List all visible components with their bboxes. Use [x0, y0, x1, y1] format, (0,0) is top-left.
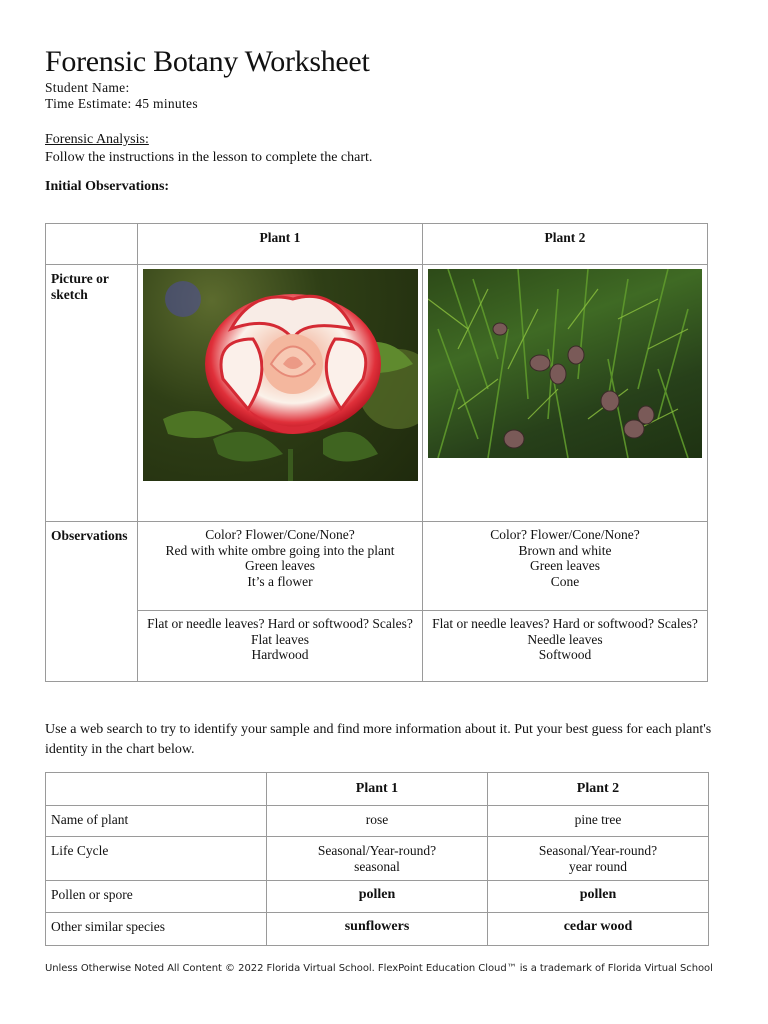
obs1-p1-line1: Red with white ombre going into the plant	[165, 542, 395, 558]
plant1-observation-leaves	[138, 611, 423, 682]
obs2-p2-line1: Needle leaves	[527, 631, 603, 647]
plant1-picture-cell	[138, 265, 423, 522]
obs2-question: Flat or needle leaves? Hard or softwood? Scales?	[147, 616, 413, 631]
instruction-text: Follow the instructions in the lesson to complete the chart.	[45, 150, 373, 165]
student-name-label: Student Name:	[45, 80, 130, 95]
web-search-instruction: Use a web search to try to identify your sample and find more information about it. Put your best guess for each plant's identity in the chart below.	[45, 722, 712, 757]
obs1-question: Color? Flower/Cone/None?	[205, 527, 355, 542]
initial-observations-table	[45, 223, 708, 682]
table1-corner	[46, 224, 138, 265]
plant2-observation-leaves	[423, 611, 708, 682]
table2-corner	[46, 773, 267, 806]
worksheet-header	[45, 44, 725, 196]
row-label-pollen: Pollen or spore	[46, 881, 267, 913]
table2-header-plant2: Plant 2	[488, 773, 709, 806]
obs1-question-2: Color? Flower/Cone/None?	[490, 527, 640, 542]
plant1-similar-species: sunflowers	[267, 913, 488, 946]
table2-header-plant1: Plant 1	[267, 773, 488, 806]
obs1-p2-line1: Brown and white	[518, 542, 612, 558]
row-label-similar-species: Other similar species	[46, 913, 267, 946]
obs1-p2-line2: Green leaves	[529, 558, 601, 573]
picture-label: Picture or sketch	[46, 265, 138, 522]
plant2-life-cycle	[488, 837, 709, 881]
plant2-pollen: pollen	[488, 881, 709, 913]
plant1-life-cycle-value: seasonal	[354, 858, 400, 874]
obs2-question-2: Flat or needle leaves? Hard or softwood? Scales?	[432, 616, 698, 631]
identification-table	[45, 772, 709, 946]
row-label-name: Name of plant	[46, 806, 267, 837]
plant2-similar-species: cedar wood	[488, 913, 709, 946]
table1-header-plant1: Plant 1	[138, 224, 423, 265]
obs2-p1-line2: Hardwood	[251, 647, 309, 662]
initial-observations-label: Initial Observations:	[45, 179, 170, 194]
table1-header-plant2: Plant 2	[423, 224, 708, 265]
plant2-picture-cell	[423, 265, 708, 522]
plant2-life-cycle-value: year round	[568, 858, 628, 874]
observations-label: Observations	[46, 522, 138, 682]
forensic-analysis-heading: Forensic Analysis:	[45, 132, 149, 147]
rose-image-icon	[143, 269, 418, 481]
plant1-life-cycle	[267, 837, 488, 881]
footer-copyright: Unless Otherwise Noted All Content © 2022 Florida Virtual School. FlexPoint Education Cloud™ is a trademark of Florida Virtual School	[45, 963, 713, 974]
obs1-p2-line3: Cone	[550, 573, 580, 589]
plant2-name: pine tree	[488, 806, 709, 837]
life-cycle-question-2: Seasonal/Year-round?	[538, 843, 658, 858]
life-cycle-question: Seasonal/Year-round?	[317, 843, 437, 858]
obs1-p1-line2: Green leaves	[244, 558, 316, 573]
pine-image-icon	[428, 269, 702, 458]
plant2-observation-color	[423, 522, 708, 611]
time-estimate: Time Estimate: 45 minutes	[45, 96, 198, 111]
plant1-name: rose	[267, 806, 488, 837]
page-title: Forensic Botany Worksheet	[45, 45, 370, 78]
obs2-p1-line1: Flat leaves	[250, 631, 310, 647]
obs2-p2-line2: Softwood	[538, 647, 592, 662]
row-label-life-cycle: Life Cycle	[46, 837, 267, 881]
obs1-p1-line3: It’s a flower	[247, 573, 313, 589]
plant1-pollen: pollen	[267, 881, 488, 913]
plant1-observation-color	[138, 522, 423, 611]
